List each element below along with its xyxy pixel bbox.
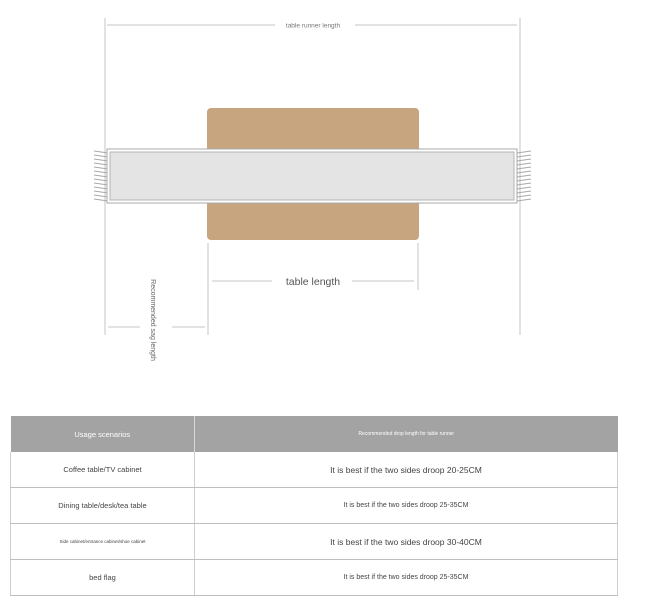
scenario-cell: Side cabinet/entrance cabinet/shoe cabinet <box>11 524 195 560</box>
right-fringe <box>517 151 531 201</box>
usage-table <box>10 416 618 596</box>
table-header-row <box>11 416 618 452</box>
left-fringe <box>94 151 108 201</box>
table-runner <box>110 152 514 200</box>
scenario-cell: bed flag <box>11 560 195 596</box>
recommendation-cell: It is best if the two sides droop 25-35CM <box>195 560 618 596</box>
table-row <box>11 560 618 596</box>
sag-length-label: Recommended sag length <box>149 279 156 361</box>
header-usage-scenarios: Usage scenarios <box>11 416 195 452</box>
table-row <box>11 524 618 560</box>
table-row <box>11 452 618 488</box>
recommendation-cell: It is best if the two sides droop 20-25CM <box>195 452 618 488</box>
scenario-cell: Dining table/desk/tea table <box>11 488 195 524</box>
table-row <box>11 488 618 524</box>
recommendation-cell: It is best if the two sides droop 25-35CM <box>195 488 618 524</box>
recommendation-cell: It is best if the two sides droop 30-40CM <box>195 524 618 560</box>
table-length-label: table length <box>285 276 341 288</box>
runner-length-label: table runner length <box>285 22 341 30</box>
scenario-cell: Coffee table/TV cabinet <box>11 452 195 488</box>
header-recommended-drop: Recommended drop length for table runner <box>195 416 618 452</box>
